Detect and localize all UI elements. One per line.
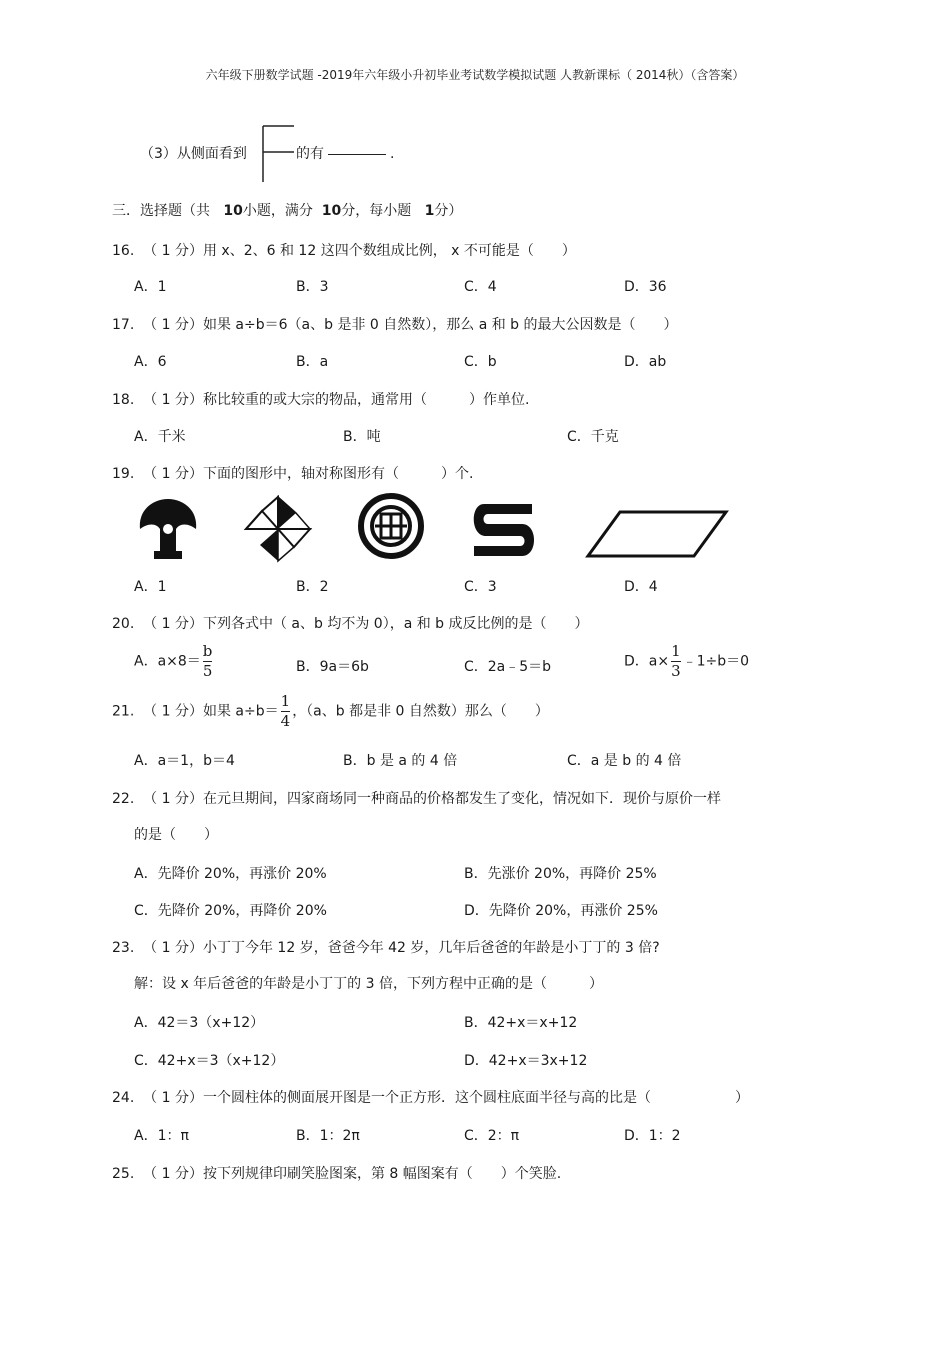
- question-16: 16. （ 1 分）用 x、2、6 和 12 这四个数组成比例， x 不可能是（ ）: [112, 243, 576, 259]
- question-24: 24. （ 1 分）一个圆柱体的侧面展开图是一个正方形．这个圆柱底面半径与高的比是（ ）: [112, 1090, 749, 1106]
- question-21: 21. （ 1 分）如果 a÷b＝ $\frac{1}{4}$ ，（a、b 都是非 0 自然数）那么（ ）: [112, 692, 549, 730]
- q22-option-b[interactable]: B．先涨价 20%，再降价 25%: [464, 866, 657, 882]
- item-3-prefix: （3）从侧面看到: [140, 146, 247, 162]
- q20-option-c[interactable]: C．2a﹣5＝b: [464, 659, 552, 675]
- q20-option-a[interactable]: A．a×8＝ $\frac{b}{5}$: [134, 642, 213, 680]
- q24-option-d[interactable]: D．1：2: [624, 1128, 681, 1144]
- q18-option-a[interactable]: A．千米: [134, 429, 186, 445]
- q21-option-c[interactable]: C．a 是 b 的 4 倍: [567, 753, 682, 769]
- q23-option-d[interactable]: D．42+x＝3x+12: [464, 1053, 588, 1069]
- question-22-line2: 的是（ ）: [134, 827, 218, 843]
- q23-option-a[interactable]: A．42＝3（x+12）: [134, 1015, 265, 1031]
- q22-option-c[interactable]: C．先降价 20%，再降价 20%: [134, 903, 327, 919]
- q17-option-b[interactable]: B．a: [296, 354, 329, 370]
- page-header: 六年级下册数学试题 -2019年六年级小升初毕业考试数学模拟试题 人教新课标（ 2014秋）（含答案）: [205, 68, 745, 82]
- q16-option-d[interactable]: D．36: [624, 279, 667, 295]
- q18-option-b[interactable]: B．吨: [343, 429, 381, 445]
- q20-option-d[interactable]: D．a× $\frac{1}{3}$ ﹣1÷b＝0: [624, 642, 750, 680]
- q17-option-d[interactable]: D．ab: [624, 354, 667, 370]
- q24-option-a[interactable]: A．1：π: [134, 1128, 189, 1144]
- q24-option-b[interactable]: B．1：2π: [296, 1128, 360, 1144]
- q23-option-c[interactable]: C．42+x＝3（x+12）: [134, 1053, 285, 1069]
- q19-option-d[interactable]: D．4: [624, 579, 658, 595]
- q22-option-d[interactable]: D．先降价 20%，再涨价 25%: [464, 903, 658, 919]
- q22-option-a[interactable]: A．先降价 20%，再涨价 20%: [134, 866, 327, 882]
- mushroom-logo-icon: [134, 495, 202, 563]
- question-23: 23. （ 1 分）小丁丁今年 12 岁，爸爸今年 42 岁，几年后爸爸的年龄是小丁丁的 3 倍?: [112, 940, 660, 956]
- fraction: $\frac{1}{4}$: [280, 692, 291, 730]
- parallelogram-icon: [582, 508, 732, 560]
- bank-coin-logo-icon: [357, 492, 425, 560]
- section-3-title: 三．选择题（共 10小题，满分 10分，每小题 1分）: [112, 203, 463, 219]
- q17-option-a[interactable]: A．6: [134, 354, 167, 370]
- q20-option-b[interactable]: B．9a＝6b: [296, 659, 369, 675]
- q21-option-a[interactable]: A．a＝1，b＝4: [134, 753, 235, 769]
- question-25: 25. （ 1 分）按下列规律印刷笑脸图案，第 8 幅图案有（ ）个笑脸.: [112, 1166, 562, 1182]
- question-23-line2: 解：设 x 年后爸爸的年龄是小丁丁的 3 倍，下列方程中正确的是（ ）: [134, 976, 603, 992]
- q16-option-c[interactable]: C．4: [464, 279, 497, 295]
- item-3-suffix: 的有 .: [296, 146, 395, 162]
- q19-option-a[interactable]: A．1: [134, 579, 167, 595]
- q24-option-c[interactable]: C．2：π: [464, 1128, 520, 1144]
- pinwheel-icon: [242, 493, 314, 565]
- question-17: 17. （ 1 分）如果 a÷b＝6（a、b 是非 0 自然数），那么 a 和 b 的最大公因数是（ ）: [112, 317, 678, 333]
- q21-option-b[interactable]: B．b 是 a 的 4 倍: [343, 753, 458, 769]
- s-shape-logo-icon: [470, 500, 540, 560]
- q19-option-c[interactable]: C．3: [464, 579, 497, 595]
- answer-blank: [328, 154, 386, 155]
- side-view-figure: [258, 124, 298, 184]
- q16-option-a[interactable]: A．1: [134, 279, 167, 295]
- q23-option-b[interactable]: B．42+x＝x+12: [464, 1015, 578, 1031]
- fraction: $\frac{b}{5}$: [202, 642, 213, 680]
- question-18: 18. （ 1 分）称比较重的或大宗的物品，通常用（ ）作单位.: [112, 392, 530, 408]
- q19-option-b[interactable]: B．2: [296, 579, 329, 595]
- question-19: 19. （ 1 分）下面的图形中，轴对称图形有（ ）个.: [112, 466, 474, 482]
- fraction: $\frac{1}{3}$: [671, 642, 681, 680]
- question-22: 22. （ 1 分）在元旦期间，四家商场同一种商品的价格都发生了变化，情况如下．现价与原价一样: [112, 791, 721, 807]
- q17-option-c[interactable]: C．b: [464, 354, 497, 370]
- q16-option-b[interactable]: B．3: [296, 279, 329, 295]
- q18-option-c[interactable]: C．千克: [567, 429, 619, 445]
- question-20: 20. （ 1 分）下列各式中（ a、b 均不为 0），a 和 b 成反比例的是（ ）: [112, 616, 589, 632]
